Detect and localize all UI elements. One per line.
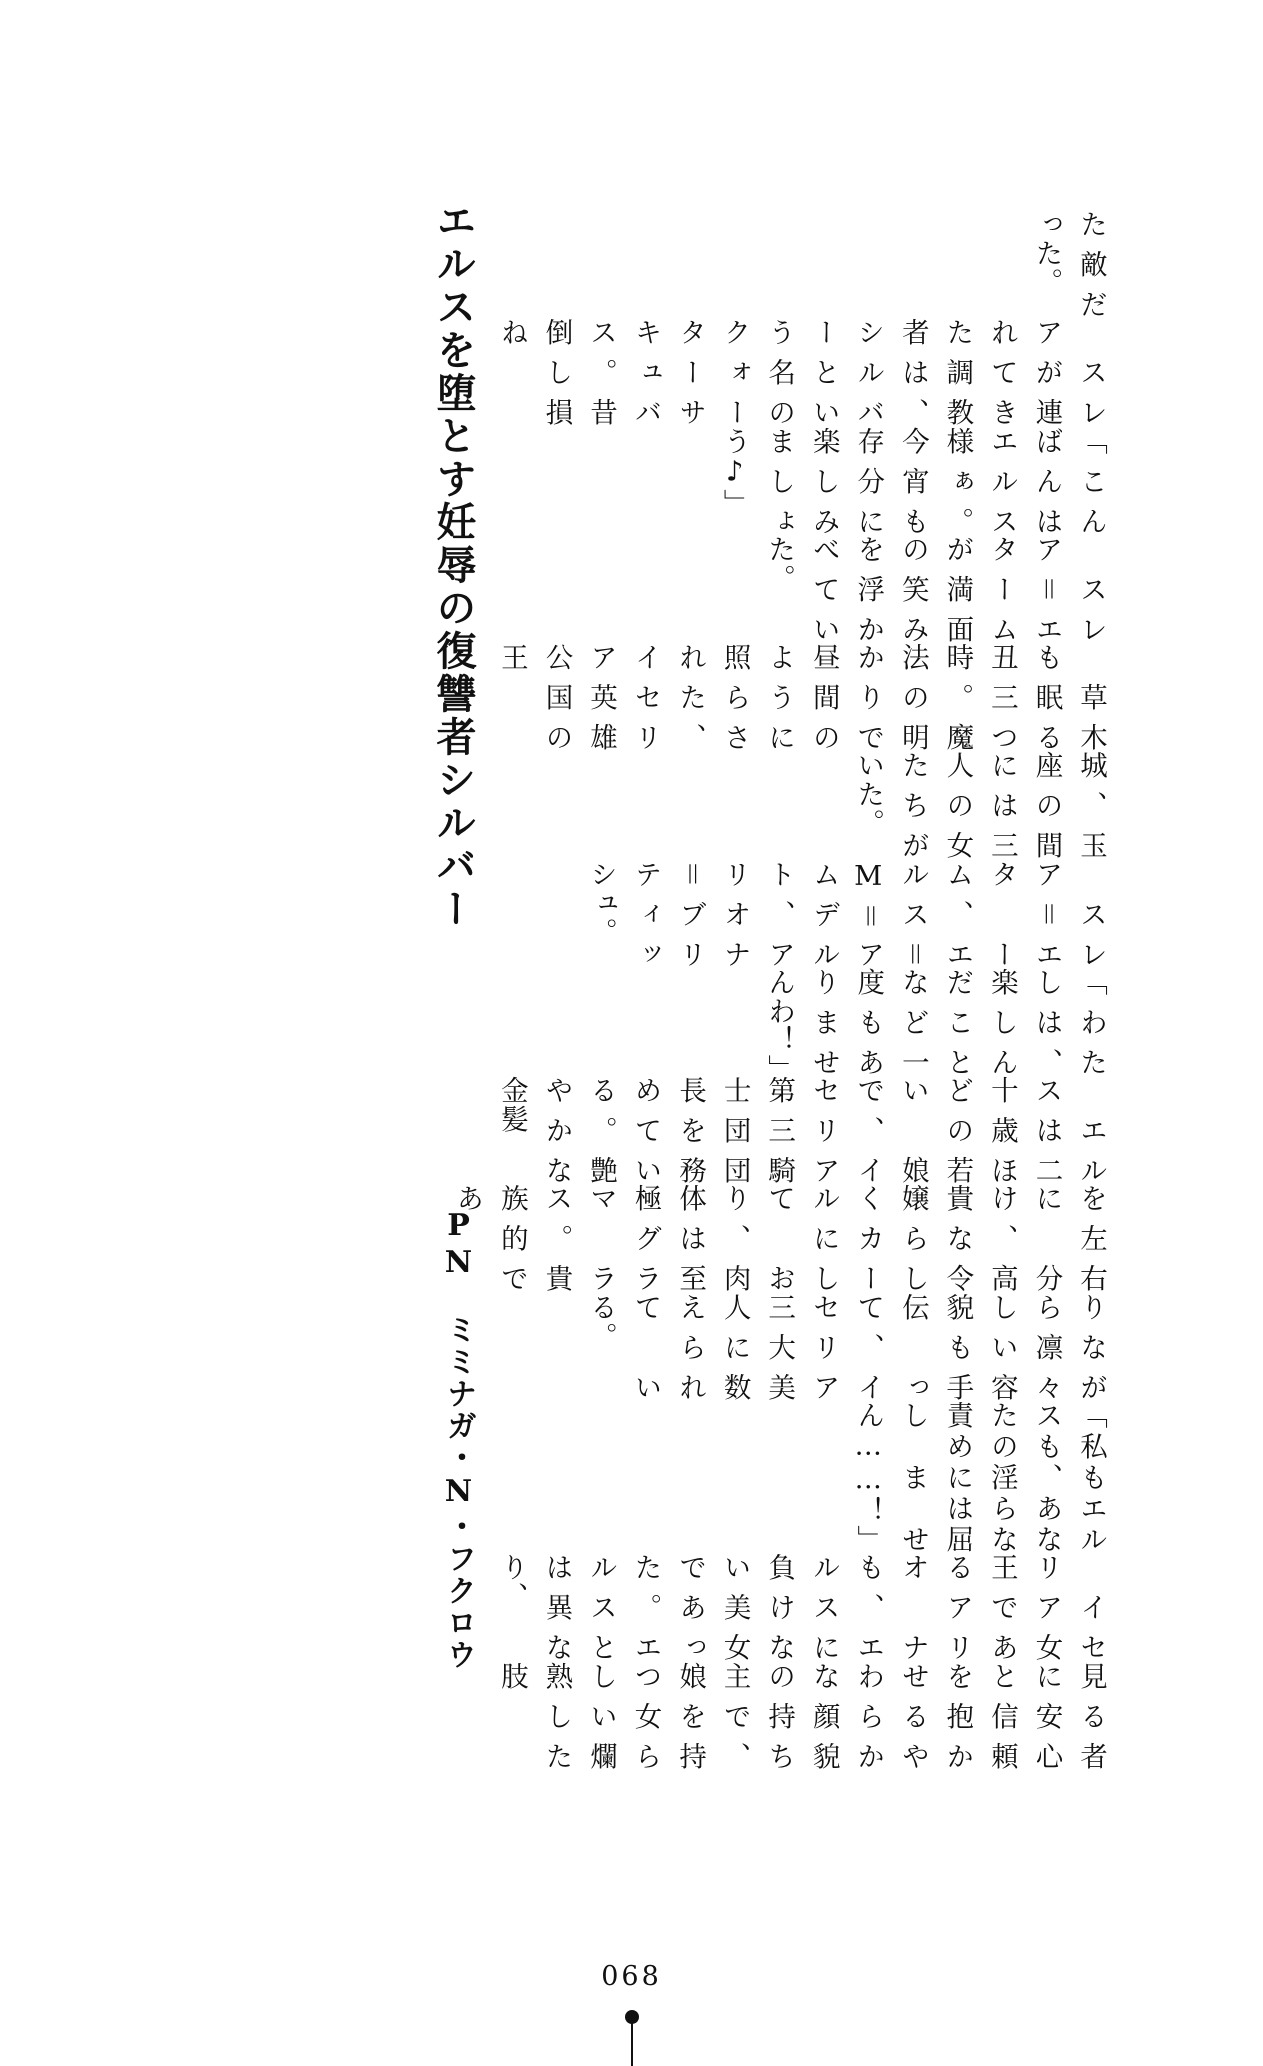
story-title: エルスを堕とす妊辱の復讐者シルバー (430, 200, 477, 931)
body-column: スレアが連れてきた調教者は、シルバーという名のクォーターサキュバス。昔倒し損ね (495, 318, 1107, 427)
body-column: スレア＝エタームが満面の笑みを浮かべていた。 (763, 534, 1107, 644)
body-column: エルスは二十歳ほどの若い娘で、イセリア第三騎士団団長を務めている。艶やかな金髪 (495, 1076, 1107, 1185)
title-area (407, 200, 477, 1760)
body-column: イセリア女王であるアリオナも、エルスに負けない美女であった。エルスとは異なり、 (495, 1553, 1107, 1662)
body-column: た敵だった。 (1030, 210, 1107, 319)
footer-decoration (627, 2010, 637, 2066)
body-column: 城、玉座の間には三人の女たちがいた。 (852, 751, 1107, 860)
footer-line (631, 2022, 633, 2066)
page-number: 068 (601, 1961, 662, 1992)
body-column: 「こんばんはエルス様ぁ。今宵も存分に楽しみましょう♪」 (718, 426, 1107, 535)
body-column: 見る者に安心と信頼を抱かせるやわらかな顔貌の持ち主で、娘を持つ女らしい爛熟した肢 (495, 1661, 1107, 1770)
body-column: 「私もエルスも、あなたの淫らな責めには屈しません……！」 (852, 1400, 1107, 1554)
pen-name: PN ミミナガ・N・フクロウ (441, 1208, 476, 1672)
body-column: スレア＝エターム、エルス＝M＝アムデルト、アリオナ＝ブリティッシュ。 (584, 859, 1107, 968)
vertical-text-area (439, 210, 1113, 1770)
body-column: を左右に分け、高貴な令嬢らしくカールにしており、肉体は至極グラマラス。貴族的であ (451, 1184, 1107, 1293)
body-column: 「わたしは、楽しんだことなど一度もありませんわ！」 (763, 967, 1107, 1083)
body-column: 草木も眠る丑三つ時。魔法の明かりで昼間のように照らされた、イセリア英雄公国の王 (495, 643, 1107, 752)
body-column: りながら凛々しい容貌も手伝って、イセリア三大美人に数えられている。 (584, 1292, 1107, 1401)
